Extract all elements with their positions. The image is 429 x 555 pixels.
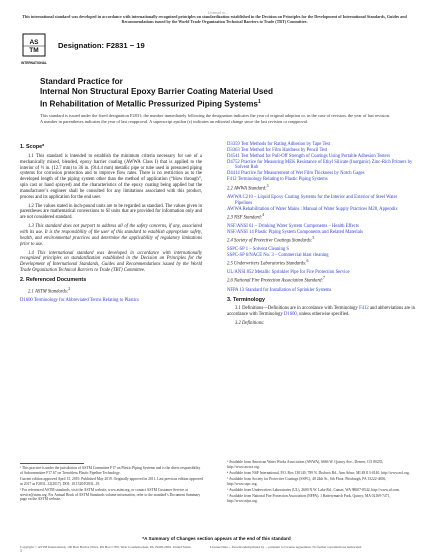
ref-ul-852[interactable]: UL/ANSI 852 Metallic Sprinkler Pipe for Fire Protection Service [227,270,350,276]
ref-d1600[interactable] [20,298,202,304]
ref-awwa-manual[interactable]: AWWA Rehabilitation of Water Mains : Manual of Water Supply Practices M28, Appendix [227,207,398,212]
ref-link-f412[interactable]: F412 [359,306,369,312]
ref-d3363[interactable]: D3363 Test Method for Film Hardness by Pencil Test [227,147,328,153]
ref-d1600-code[interactable]: D1600 [20,298,33,304]
scope-heading: 1. Scope* [20,144,45,150]
scope-1-1: 1.1 This standard is intended to establish the minimum criteria necessary for use of a mechanically mixed, blended, epoxy barrier coating (AWWA Class I) that is applied to the interior of ½ in. (12.7 mm) to 36 in. (914.4 mm) metallic pipe or tube used in pressured piping systems for corrosion protection and to improve flow rates. There is no restriction as to the developed length of the piping system other than the method of application (“blow through”, spin cast or hand sprayed) and the characteristics of the epoxy coating being applied but the manufacturer’s engineer shall be consulted for any limitations associated with this product, process and its application for the end user. [20,153,202,200]
footnote-6: ⁶ Available from Underwriters Laboratories (UL), 2600 N.W. Lake Rd., Camas, WA 98607-8542, http://www.ul.com. [227,488,400,493]
summary-of-changes-note: *A Summary of Changes section appears at the end of this standard [142,536,291,541]
license-watermark: Licensed to: ... [208,11,230,15]
copyright-footer [20,545,413,553]
terminology-heading: 3. Terminology [227,296,265,303]
right-column [227,142,415,330]
title-footnote-mark: 1 [257,99,261,105]
issued-statement: This standard is issued under the fixed designation F2831; the number immediately following the designation indicates the year of original adoption or, in the case of revision, the year of last revision. A number in parentheses indicates the year of last reapproval. A superscript epsilon (ε) indicates an editorial change since the last revision or reapproval. [40,113,391,124]
nfpa-heading: 2.6 National Fire Protection Association Standard:$^7$ [227,276,325,284]
title-line-3: In Rehabilitation of Metallic Pressurized Piping Systems$^1$ [40,99,261,109]
ref-d3359[interactable]: D3359 Test Methods for Rating Adhesion by Tape Test [227,142,331,147]
ref-sspc-sp6[interactable]: SSPC-SP 6/NACE No. 3 – Commercial blast cleaning [227,253,329,259]
ref-sspc-sp1[interactable]: SSPC-SP 1 – Solvent Cleaning S [227,247,289,253]
astm-standards-heading: 2.1 ASTM Standards:$^2$ [28,286,71,295]
notice-text: This international standard was developed in accordance with internationally recognized principles on standardization established in the Decision on Principles for the Development of International Standards, Guides and Recommendations issued by the World Trade Organization Technical Barriers to Trade (TBT) Committee. [22,14,407,25]
footnotes-right [227,460,415,505]
footnote-1-edition: Current edition approved April 15, 2019. Published May 2019. Originally approved in 2011. Last previous edition approved in 2017 as F2831–12(2017). DOI: 10.1520/F2831–19. [20,476,203,486]
footnotes-left [20,466,204,503]
ref-d4752[interactable]: D4752 Practice for Measuring MEK Resistance of Ethyl Silicate (Inorganic) Zinc-Rich Primers by Solvent Rub [227,159,413,171]
title-line-1: Standard Practice for [40,77,123,86]
footnote-7: ⁷ Available from National Fire Protection Association (NFPA), 1 Batterymarch Park, Quincy, MA 02169-7471, http://www.nfpa.org. [227,494,391,503]
footnote-2: ² For referenced ASTM standards, visit the ASTM website, www.astm.org, or contact ASTM Customer Service at service@astm.org. For Annual Book of ASTM Standards volume information, refer to the standard’s Document Summary page on the ASTM website. [20,487,201,502]
svg-text:INTERNATIONAL: INTERNATIONAL [21,61,47,65]
document-title [40,77,400,110]
ref-nfpa-13[interactable]: NFPA 13 Standard for Installation of Sprinkler Systems [227,287,332,293]
footnote-3: ³ Available from American Water Works Association (AWWA), 6666 W. Quincy Ave., Denver, CO 80235, http://www.awwa.org. [227,460,384,469]
scope-1-4: 1.4 This international standard was developed in accordance with internationally recognized principles on standardization established in the Decision on Principles for the Development of International Standards, Guides and Recommendations issued by the World Trade Organization Technical Barriers to Trade (TBT) Committee. [20,250,202,274]
license-note: License Data ... Downloaded/printed by ... pursuant to License Agreement. No further reproductions authorized. [210,545,363,549]
terminology-3-1: 3.1 Definitions—Definitions are in accordance with Terminology F412 and abbreviations are in accordance with Terminology D1600, unless otherwise specified. [227,306,415,318]
ref-awwa-c210[interactable]: AWWA C210 – Liquid Epoxy Coating Systems for the Interior and Exterior of Steel Water Pipelines [227,195,398,207]
references-heading: 2. Referenced Documents [20,276,87,283]
ref-link-d1600[interactable]: D1600 [284,312,297,318]
astm-logo [20,31,48,71]
footnote-divider [20,463,84,464]
terminology-3-2: 3.2 Definitions: [235,321,265,327]
nsf-heading: 2.3 NSF Standard:$^4$ [227,212,265,221]
footnote-4: ⁴ Available from NSF International, P.O. Box 130140, 789 N. Dixboro Rd., Ann Arbor, MI 48113-0140, http://www.nsf.org. [227,470,410,475]
ref-nsf-14[interactable]: NSF/ANSI 14 Plastic Piping System Components and Related Materials [227,230,363,236]
page-number: 1 [20,548,22,553]
ref-d1600-text[interactable]: Terminology for Abbreviated Terms Relating to Plastics [33,298,139,304]
scope-1-3: 1.3 This standard does not purport to address all of the safety concerns, if any, associated with its use. It is the responsibility of the user of this standard to establish appropriate safety, health, and environmental practices and determine the applicability of regulatory limitations prior to use. [20,224,202,247]
copyright-left: Copyright © ASTM International, 100 Barr Harbor Drive, PO Box C700, West Conshohocken, PA 19428-2959. United States [20,545,191,549]
left-column [20,143,202,304]
awwa-heading: 2.2 AWWA Standard:$^3$ [227,183,269,192]
title-line-2: Internal Non Structural Epoxy Barrier Coating Material Used [40,87,273,96]
ul-heading: 2.5 Underwriters Laboratories Standards:$^6$ [227,259,309,267]
svg-text:TM: TM [29,47,39,54]
ref-nsf-61[interactable]: NSF/ANSI 61 – Drinking Water System Components – Health Effects [227,224,359,230]
scope-1-2: 1.2 The values stated in inch-pound units are to be regarded as standard. The values given in parentheses are mathematical conversions to SI units that are provided for information only and are not considered standard. [20,203,202,221]
ref-d4414[interactable]: D4414 Practice for Measurement of Wet Film Thickness by Notch Gages [227,171,365,177]
footnote-5: ⁵ Available from Society for Protective Coatings (SSPC), 40 24th St., 6th Floor, Pittsburgh, PA 15222-4656, http://www.sspc.org. [227,477,387,486]
svg-text:AS: AS [29,39,39,46]
footnote-1: ¹ This practice is under the jurisdiction of ASTM Committee F17 on Plastic Piping Systems and is the direct responsibility of Subcommittee F17.67 on Trenchless Plastic Pipeline Technology. [20,466,201,475]
sspc-heading: 2.4 Society of Protective Coatings Standards:$^5$ [227,235,315,244]
wto-notice [18,11,411,25]
designation: Designation: F2831 − 19 [58,41,145,50]
ref-f412[interactable]: F412 Terminology Relating to Plastic Piping Systems [227,177,328,183]
ref-d4541[interactable]: D4541 Test Method for Pull-Off Strength of Coatings Using Portable Adhesion Testers [227,153,391,159]
